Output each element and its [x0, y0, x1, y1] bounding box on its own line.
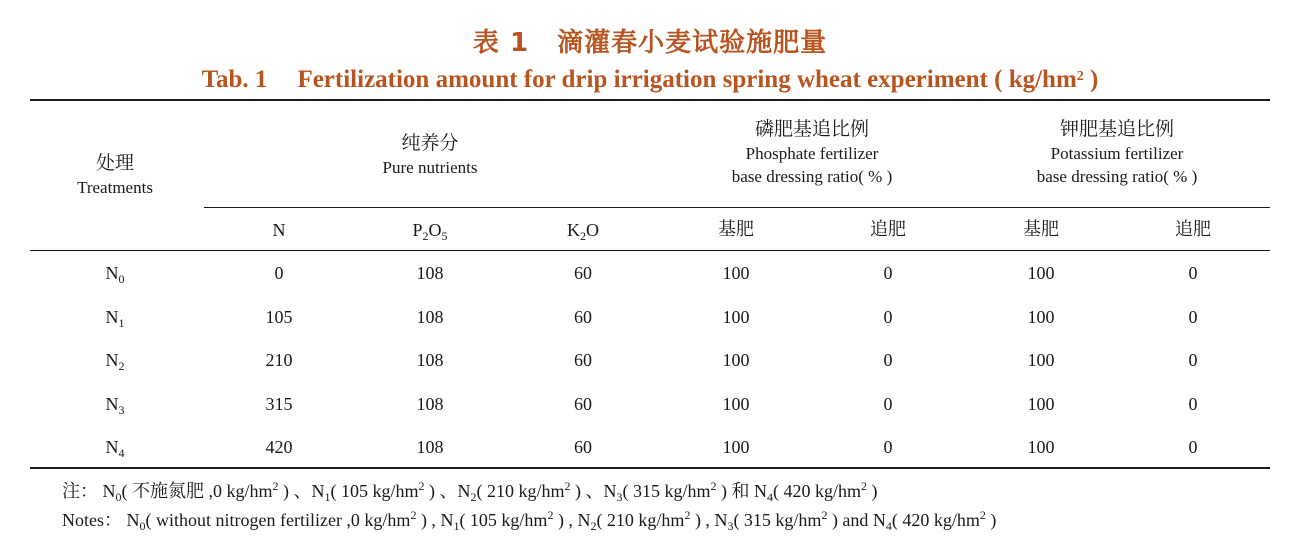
row-2-treatment [65, 349, 165, 377]
row-0-sub: 0 [118, 272, 125, 286]
note-en-prefix: Notes： [62, 510, 122, 530]
note-en-3-label: N [714, 510, 728, 530]
row-2-n: 210 [265, 350, 293, 370]
row-1-pt: 0 [883, 307, 893, 327]
note-en-0-label: N [126, 510, 140, 530]
row-4-kb: 100 [1027, 437, 1055, 457]
bottom-rule [30, 467, 1270, 469]
col-header-pot-base [991, 219, 1091, 241]
note-cn-4-close: ) [867, 481, 878, 501]
header-pure-nutrients [290, 130, 570, 179]
k-letter: K [567, 220, 580, 240]
header-potassium [977, 116, 1257, 188]
phos-base-text: 基肥 [718, 219, 754, 240]
col-header-p2o5 [380, 219, 480, 247]
row-0-n: 0 [274, 263, 284, 283]
row-0-kb: 100 [1027, 263, 1055, 283]
col-header-phos-top [838, 219, 938, 241]
col-header-phos-base [686, 219, 786, 241]
row-4-k: 60 [574, 437, 592, 457]
o-sub: 5 [441, 229, 448, 243]
header-treatments-cn: 处理 [95, 152, 134, 174]
col-header-pot-top [1143, 219, 1243, 241]
row-4-p: 108 [416, 437, 444, 457]
row-4-kt: 0 [1188, 437, 1198, 457]
note-en-4-text: ( 420 kg/hm [891, 510, 980, 530]
row-2-t: N [105, 350, 119, 370]
row-4-pb: 100 [722, 437, 750, 457]
note-cn-0-close: ) 、 [278, 481, 312, 501]
header-pot-cn: 钾肥基追比例 [1059, 118, 1174, 140]
row-2-p: 108 [416, 350, 444, 370]
note-cn-4-text: ( 420 kg/hm [773, 481, 861, 501]
o-letter: O [428, 220, 442, 240]
note-cn-0-text: ( 不施氮肥 ,0 kg/hm [121, 481, 273, 501]
note-en-2-text: ( 210 kg/hm [596, 510, 685, 530]
row-1-k: 60 [574, 307, 592, 327]
table-caption-sup: 2 [1076, 69, 1084, 84]
row-1-sub: 1 [118, 316, 125, 330]
note-en-4-close: ) [985, 510, 997, 530]
note-cn-1-text: ( 105 kg/hm [330, 481, 419, 501]
note-cn-4-sup: 2 [861, 479, 867, 493]
row-2-pt: 0 [883, 350, 893, 370]
note-cn-4-sub: 4 [767, 490, 773, 504]
note-en-0-close: ) , [416, 510, 441, 530]
note-cn-3-close: ) 和 [716, 481, 754, 501]
row-1-treatment [65, 306, 165, 334]
row-4-sub: 4 [118, 446, 125, 460]
note-en [62, 506, 996, 534]
table-caption-cn: 滴灌春小麦试验施肥量 [557, 28, 828, 58]
header-phos-en2: base dressing ratio( % ) [731, 167, 893, 186]
note-cn-prefix: 注： [62, 481, 98, 502]
note-cn-3-sub: 3 [616, 490, 623, 504]
note-en-3-text: ( 315 kg/hm [733, 510, 822, 530]
header-phosphate [672, 116, 952, 188]
header-treatments [40, 150, 190, 199]
table-caption-en: Fertilization amount for drip irrigation spring wheat experiment ( kg/hm [297, 66, 1077, 93]
header-pure-en: Pure nutrients [382, 158, 478, 177]
note-cn-1-sub: 1 [324, 490, 331, 504]
row-0-pt: 0 [883, 263, 893, 283]
note-cn-3-sup: 2 [710, 479, 717, 493]
note-cn-1-sup: 2 [418, 479, 425, 493]
row-3-treatment [65, 393, 165, 421]
row-4-t: N [105, 437, 119, 457]
row-0-t: N [105, 263, 119, 283]
note-en-4-sub: 4 [885, 519, 892, 533]
note-cn-1-close: ) 、 [424, 481, 458, 501]
row-1-kb: 100 [1027, 307, 1055, 327]
top-rule [30, 99, 1270, 101]
col-header-n-text: N [272, 220, 286, 240]
note-cn-0-sub: 0 [115, 490, 122, 504]
row-3-pb: 100 [722, 394, 750, 414]
row-0-k: 60 [574, 263, 592, 283]
row-2-kt: 0 [1188, 350, 1198, 370]
header-bottom-rule [30, 250, 1270, 251]
note-en-3-sub: 3 [727, 519, 734, 533]
note-cn-3-text: ( 315 kg/hm [622, 481, 711, 501]
note-en-1-label: N [440, 510, 454, 530]
row-0-kt: 0 [1188, 263, 1198, 283]
row-3-k: 60 [574, 394, 592, 414]
note-en-1-sub: 1 [453, 519, 460, 533]
note-cn-2-sup: 2 [564, 479, 571, 493]
p-letter: P [412, 220, 423, 240]
row-2-kb: 100 [1027, 350, 1055, 370]
note-en-1-close: ) , [553, 510, 578, 530]
phos-top-text: 追肥 [870, 219, 906, 240]
note-en-1-text: ( 105 kg/hm [459, 510, 548, 530]
row-3-sub: 3 [118, 403, 125, 417]
note-en-1-sup: 2 [547, 508, 554, 522]
table-number-cn: 表 1 [472, 28, 530, 58]
col-header-k2o [533, 219, 633, 247]
header-pot-en2: base dressing ratio( % ) [1036, 167, 1198, 186]
header-pure-cn: 纯养分 [401, 132, 459, 154]
row-0-treatment [65, 262, 165, 290]
note-en-0-text: ( without nitrogen fertilizer ,0 kg/hm [145, 510, 411, 530]
row-4-n: 420 [265, 437, 293, 457]
table-title-cn [0, 22, 1300, 59]
note-en-3-close: ) and [827, 510, 873, 530]
row-2-k: 60 [574, 350, 592, 370]
row-1-n: 105 [265, 307, 293, 327]
note-cn-1-label: N [311, 481, 325, 501]
note-en-4-label: N [872, 510, 886, 530]
row-4-treatment [65, 436, 165, 464]
k-o-letter: O [586, 220, 599, 240]
note-en-2-sup: 2 [684, 508, 691, 522]
pot-base-text: 基肥 [1023, 219, 1059, 240]
row-3-n: 315 [265, 394, 293, 414]
col-header-n [229, 219, 329, 241]
header-phos-en1: Phosphate fertilizer [745, 144, 879, 163]
header-mid-rule [204, 207, 1270, 208]
note-cn-3-label: N [603, 481, 617, 501]
note-cn-0-sup: 2 [272, 479, 279, 493]
note-en-3-sup: 2 [821, 508, 828, 522]
p-sub: 2 [422, 229, 429, 243]
row-1-pb: 100 [722, 307, 750, 327]
note-en-2-sub: 2 [590, 519, 597, 533]
note-en-4-sup: 2 [979, 508, 986, 522]
row-2-pb: 100 [722, 350, 750, 370]
row-1-p: 108 [416, 307, 444, 327]
row-3-t: N [105, 394, 119, 414]
row-1-t: N [105, 307, 119, 327]
note-en-2-close: ) , [690, 510, 715, 530]
table-number-en: Tab. 1 [201, 66, 268, 93]
note-cn-0-label: N [102, 481, 116, 501]
note-cn-4-label: N [754, 481, 767, 501]
header-treatments-en: Treatments [77, 178, 153, 197]
row-1-kt: 0 [1188, 307, 1198, 327]
note-cn-2-text: ( 210 kg/hm [476, 481, 565, 501]
table-title-en [0, 66, 1300, 94]
row-3-kt: 0 [1188, 394, 1198, 414]
table-caption-close: ) [1083, 66, 1099, 93]
row-3-p: 108 [416, 394, 444, 414]
row-3-pt: 0 [883, 394, 893, 414]
note-en-2-label: N [577, 510, 591, 530]
note-en-0-sub: 0 [139, 519, 146, 533]
note-en-0-sup: 2 [410, 508, 417, 522]
k-sub: 2 [580, 229, 586, 243]
header-pot-en1: Potassium fertilizer [1050, 144, 1184, 163]
note-cn-2-label: N [457, 481, 471, 501]
row-4-pt: 0 [883, 437, 893, 457]
row-0-p: 108 [416, 263, 444, 283]
row-2-sub: 2 [118, 359, 125, 373]
note-cn-2-sub: 2 [470, 490, 477, 504]
note-cn [62, 477, 878, 505]
pot-top-text: 追肥 [1175, 219, 1211, 240]
header-phos-cn: 磷肥基追比例 [754, 118, 869, 140]
row-0-pb: 100 [722, 263, 750, 283]
note-cn-2-close: ) 、 [570, 481, 604, 501]
row-3-kb: 100 [1027, 394, 1055, 414]
